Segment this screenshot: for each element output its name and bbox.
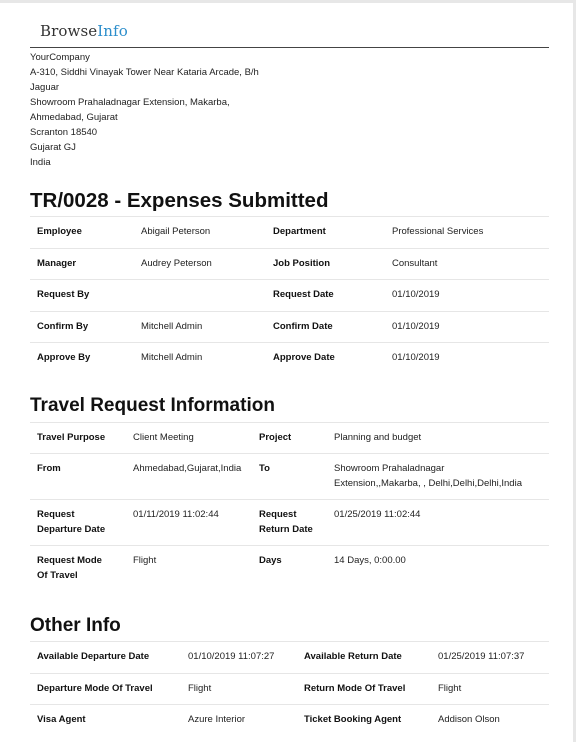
return-mode-value: Flight: [431, 673, 549, 705]
department-label: Department: [266, 217, 385, 249]
available-return-label: Available Return Date: [297, 642, 431, 674]
approve-date-label: Approve Date: [266, 343, 385, 374]
header-divider: [30, 47, 549, 48]
to-value: [327, 454, 549, 500]
logo-text: Browse: [40, 22, 98, 40]
table-row: [30, 642, 549, 674]
project-label: Project: [252, 423, 327, 454]
departure-mode-label: Departure Mode Of Travel: [30, 673, 181, 705]
confirm-by-value: Mitchell Admin: [134, 311, 266, 343]
travel-section-heading: Travel Request Information: [30, 395, 275, 416]
address-line: YourCompany: [30, 52, 90, 63]
return-date-label: [252, 500, 327, 546]
other-info-heading: Other Info: [30, 615, 121, 636]
approve-by-label: Approve By: [30, 343, 134, 374]
travel-request-table: [30, 422, 549, 591]
table-row: [30, 217, 549, 249]
employee-value: Abigail Peterson: [134, 217, 266, 249]
address-line: Jaguar: [30, 82, 60, 93]
request-date-label: Request Date: [266, 280, 385, 312]
document-title: TR/0028 - Expenses Submitted: [30, 189, 329, 212]
request-date-value: 01/10/2019: [385, 280, 549, 312]
page-top-border: [0, 0, 576, 3]
to-value-line: Extension,,Makarba, , Delhi,Delhi,Delhi,India: [334, 477, 522, 489]
from-value: Ahmedabad,Gujarat,India: [126, 454, 252, 500]
table-row: [30, 248, 549, 280]
ticket-agent-label: Ticket Booking Agent: [297, 705, 431, 736]
return-mode-label: Return Mode Of Travel: [297, 673, 431, 705]
logo-accent-text: Info: [97, 22, 128, 40]
table-row: [30, 423, 549, 454]
available-departure-value: 01/10/2019 11:07:27: [181, 642, 297, 674]
travel-purpose-value: Client Meeting: [126, 423, 252, 454]
manager-value: Audrey Peterson: [134, 248, 266, 280]
return-date-label-line: Return Date: [259, 523, 313, 535]
departure-date-label-line: Departure Date: [37, 523, 106, 535]
request-by-value: [134, 280, 266, 312]
return-date-label-line: Request: [259, 509, 297, 520]
job-position-value: Consultant: [385, 248, 549, 280]
company-logo: [40, 22, 128, 40]
confirm-by-label: Confirm By: [30, 311, 134, 343]
days-value: 14 Days, 0:00.00: [327, 546, 549, 592]
ticket-agent-value: Addison Olson: [431, 705, 549, 736]
visa-agent-label: Visa Agent: [30, 705, 181, 736]
job-position-label: Job Position: [266, 248, 385, 280]
approve-by-value: Mitchell Admin: [134, 343, 266, 374]
travel-mode-label-line: Request Mode: [37, 555, 102, 566]
available-return-value: 01/25/2019 11:07:37: [431, 642, 549, 674]
address-line: Gujarat GJ: [30, 142, 76, 153]
address-line: A-310, Siddhi Vinayak Tower Near Kataria Arcade, B/h: [30, 67, 259, 78]
departure-date-label: [30, 500, 126, 546]
approve-date-value: 01/10/2019: [385, 343, 549, 374]
available-departure-label: Available Departure Date: [30, 642, 181, 674]
other-info-table: [30, 641, 549, 736]
address-line: Scranton 18540: [30, 127, 98, 138]
table-row: [30, 500, 549, 546]
table-row: [30, 311, 549, 343]
address-line: India: [30, 157, 51, 168]
to-value-line: Showroom Prahaladnagar: [334, 463, 445, 474]
employee-label: Employee: [30, 217, 134, 249]
travel-mode-value: Flight: [126, 546, 252, 592]
request-by-label: Request By: [30, 280, 134, 312]
table-row: [30, 343, 549, 374]
expense-info-table: [30, 216, 549, 374]
confirm-date-label: Confirm Date: [266, 311, 385, 343]
address-line: Ahmedabad, Gujarat: [30, 112, 118, 123]
travel-purpose-label: Travel Purpose: [30, 423, 126, 454]
project-value: Planning and budget: [327, 423, 549, 454]
days-label: Days: [252, 546, 327, 592]
return-date-value: 01/25/2019 11:02:44: [327, 500, 549, 546]
departure-date-value: 01/11/2019 11:02:44: [126, 500, 252, 546]
departure-date-label-line: Request: [37, 509, 75, 520]
visa-agent-value: Azure Interior: [181, 705, 297, 736]
table-row: [30, 546, 549, 592]
address-line: Showroom Prahaladnagar Extension, Makarba,: [30, 97, 230, 108]
confirm-date-value: 01/10/2019: [385, 311, 549, 343]
to-label: To: [252, 454, 327, 500]
table-row: [30, 280, 549, 312]
table-row: [30, 673, 549, 705]
table-row: [30, 454, 549, 500]
from-label: From: [30, 454, 126, 500]
travel-mode-label: [30, 546, 126, 592]
travel-mode-label-line: Of Travel: [37, 569, 78, 581]
manager-label: Manager: [30, 248, 134, 280]
table-row: [30, 705, 549, 736]
department-value: Professional Services: [385, 217, 549, 249]
company-address: [30, 50, 259, 170]
departure-mode-value: Flight: [181, 673, 297, 705]
